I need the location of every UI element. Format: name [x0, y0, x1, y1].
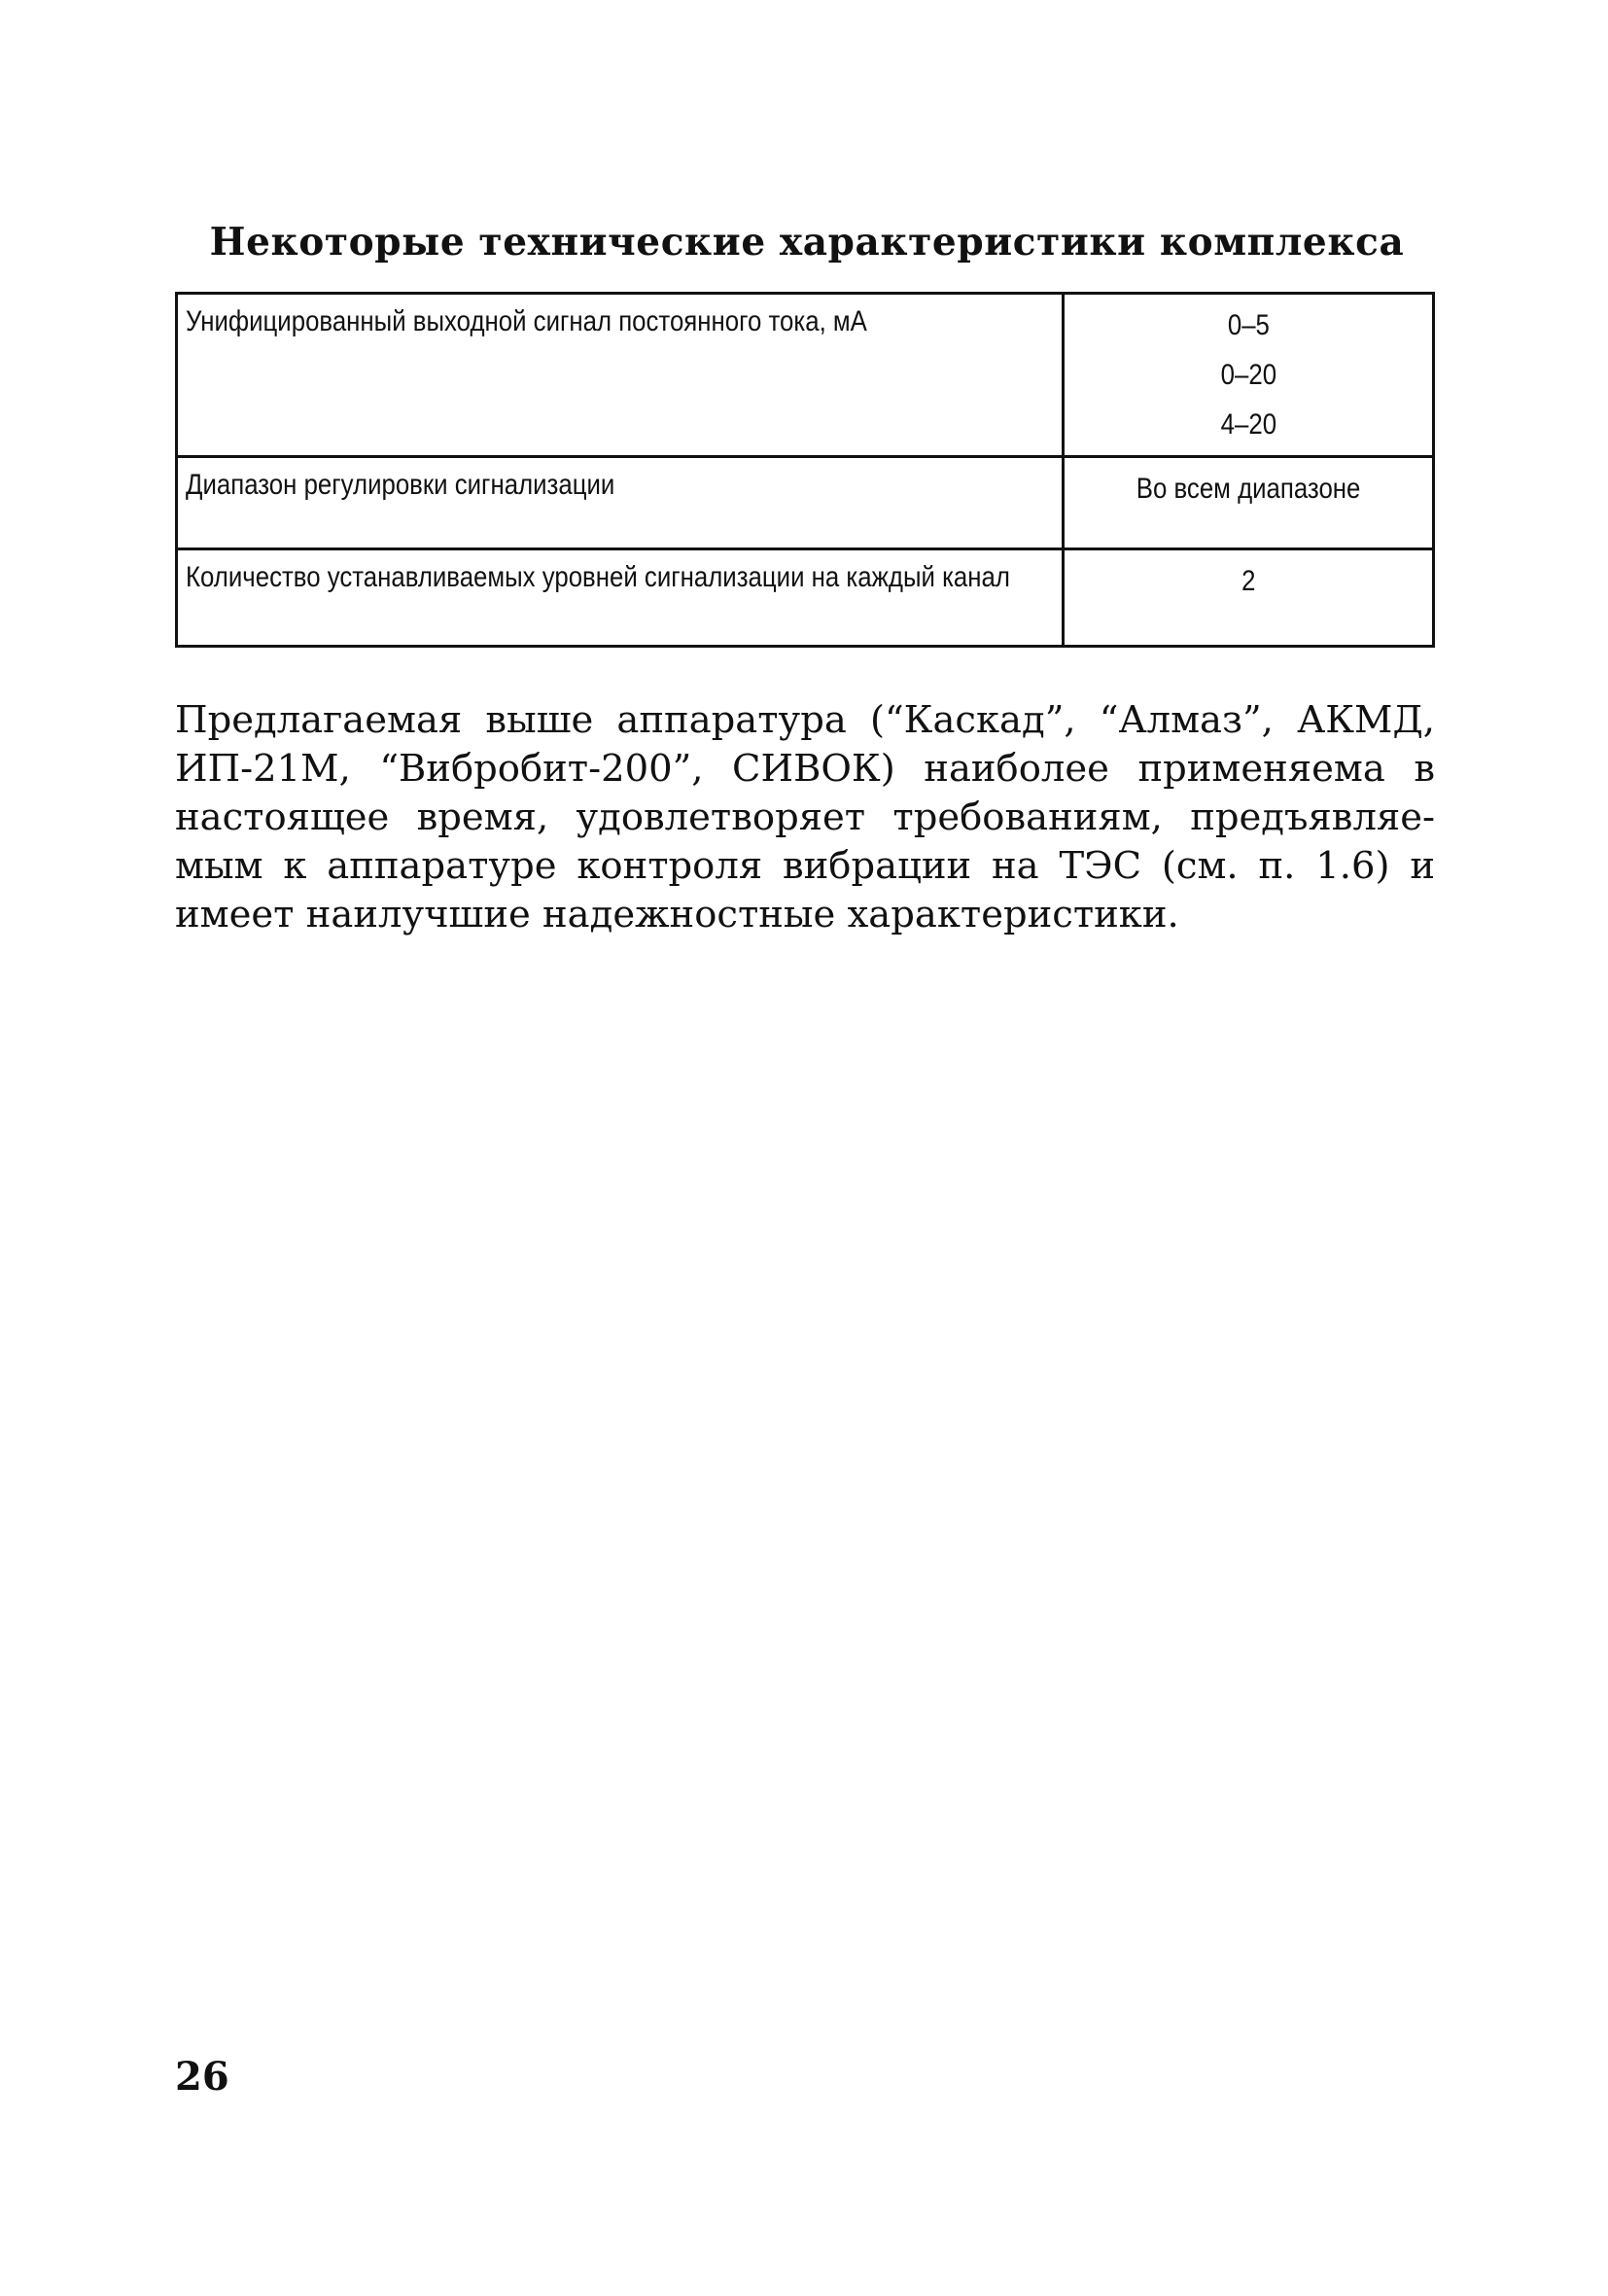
table-cell-label	[177, 549, 1064, 647]
table-cell-value	[1064, 457, 1434, 549]
row-value: 4–20	[1220, 408, 1276, 441]
table-row	[177, 457, 1434, 549]
body-paragraph	[175, 696, 1435, 939]
paragraph-line: имеет наилучшие надежностные характеристики.	[175, 893, 1179, 936]
row-value: 2	[1241, 565, 1256, 597]
table-cell-value	[1064, 549, 1434, 647]
specifications-table	[175, 292, 1435, 648]
paragraph-line: мым к аппаратуре контроля вибрации на ТЭС (см. п. 1.6) и	[175, 844, 1435, 888]
row-value: 0–20	[1220, 359, 1276, 391]
row-value: 0–5	[1227, 309, 1270, 341]
row-value: Во всем диапазоне	[1136, 473, 1361, 505]
table-cell-label	[177, 457, 1064, 549]
paragraph-line: ИП-21М, “Вибробит-200”, СИВОК) наиболее применяема в	[175, 747, 1435, 791]
paragraph-line: Предлагаемая выше аппаратура (“Каскад”, “Алмаз”, АКМД,	[175, 698, 1435, 742]
table-row	[177, 549, 1434, 647]
row-label: Количество устанавливаемых уровней сигнализации на каждый канал	[186, 561, 1010, 593]
table-row	[177, 294, 1434, 457]
table-title: Некоторые технические характеристики комплекса	[209, 220, 1405, 265]
table-cell-value	[1064, 294, 1434, 457]
table-cell-label	[177, 294, 1064, 457]
row-label: Унифицированный выходной сигнал постоянного тока, мА	[186, 305, 867, 337]
page-number: 26	[175, 2054, 229, 2100]
paragraph-line: настоящее время, удовлетворяет требованиям, предъявляе-	[175, 795, 1435, 839]
row-label: Диапазон регулировки сигнализации	[186, 469, 615, 501]
